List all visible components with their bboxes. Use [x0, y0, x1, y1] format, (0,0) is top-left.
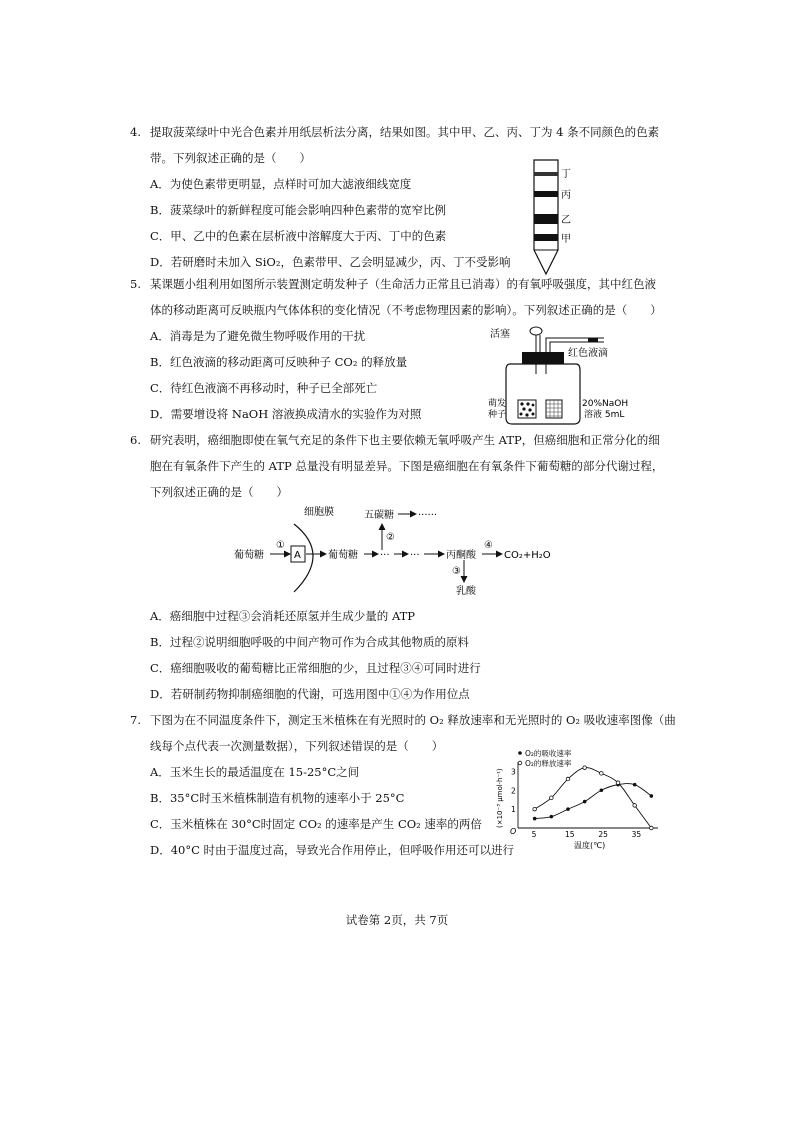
label-bing: 丙	[561, 190, 571, 201]
data-point-absorb	[583, 800, 587, 804]
seeds-label-2: 种子	[488, 410, 507, 420]
red-droplet	[588, 338, 598, 342]
question-stem-line: 下列叙述正确的是（ ）	[150, 485, 288, 499]
option-d: D．需要增设将 NaOH 溶液换成清水的实验作为对照	[150, 407, 422, 421]
option-a: A．癌细胞中过程③会消耗还原氢并生成少量的 ATP	[150, 609, 416, 623]
naoh-label-2: 溶液 5mL	[584, 410, 625, 420]
y-tick-label: 3	[511, 767, 516, 777]
membrane-label: 细胞膜	[304, 507, 334, 518]
option-b: B．35°C时玉米植株制造有机物的速率小于 25°C	[150, 791, 405, 805]
question-stem-line: 胞在有氧条件下产生的 ATP 总量没有明显差异。下图是癌细胞在有氧条件下葡萄糖的部分代谢过程，	[150, 459, 664, 473]
glucose-metabolism-diagram	[232, 502, 562, 600]
option-a: A．消毒是为了避免微生物呼吸作用的干扰	[150, 329, 366, 343]
data-point-release	[616, 781, 620, 785]
question-number: 7.	[130, 713, 141, 727]
legend-marker-release	[518, 761, 522, 765]
seeds-label-1: 萌发	[488, 399, 507, 409]
x-tick-label: 5	[531, 830, 537, 839]
data-point-release	[533, 807, 537, 811]
intermediate-dots-2: ···	[410, 550, 420, 561]
products-label: CO₂+H₂O	[504, 550, 551, 561]
data-point-release	[550, 796, 554, 800]
legend-release: O₂的释放速率	[525, 759, 572, 768]
data-point-release	[650, 826, 654, 830]
y-tick-label: 2	[511, 786, 516, 796]
intermediate-dots: ···	[380, 550, 390, 561]
y-tick-label: 1	[511, 805, 516, 815]
droplet-label: 红色液滴	[568, 348, 608, 359]
pyruvate-label: 丙酮酸	[446, 550, 476, 561]
option-c: C．甲、乙中的色素在层析液中溶解度大于丙、丁中的色素	[150, 229, 447, 243]
question-stem-line: 研究表明，癌细胞即使在氧气充足的条件下也主要依赖无氧呼吸产生 ATP，但癌细胞和正常分化的细	[150, 433, 660, 447]
question-number: 6.	[130, 433, 141, 447]
lactate-label: 乳酸	[456, 586, 476, 597]
data-point-release	[600, 772, 604, 776]
label-ding: 丁	[561, 169, 571, 180]
question-stem-line: 线每个点代表一次测量数据），下列叙述错误的是（ ）	[150, 739, 444, 753]
o2-rate-chart	[488, 748, 668, 850]
pentose-dots: ······	[418, 510, 438, 521]
option-b: B．红色液滴的移动距离可反映种子 CO₂ 的释放量	[150, 355, 408, 369]
question-stem-line: 带。下列叙述正确的是（ ）	[150, 151, 311, 165]
x-axis-label: 温度(℃)	[574, 841, 606, 850]
naoh-label-1: 20%NaOH	[582, 399, 629, 409]
chromatography-strip-figure	[520, 158, 590, 276]
question-stem-line: 某课题小组利用如图所示装置测定萌发种子（生命活力正常且已消毒）的有氧呼吸强度，其中红色液	[150, 277, 656, 291]
data-point-absorb	[550, 815, 554, 819]
option-d: D．若研制药物抑制癌细胞的代谢，可选用图中①④为作用位点	[150, 687, 470, 701]
option-c: C．癌细胞吸收的葡萄糖比正常细胞的少，且过程③④可同时进行	[150, 661, 481, 675]
option-d: D．40°C 时由于温度过高，导致光合作用停止，但呼吸作用还可以进行	[150, 843, 515, 857]
data-point-absorb	[650, 794, 654, 798]
data-point-release	[633, 804, 637, 808]
page-footer: 试卷第 2页，共 7页	[345, 913, 449, 927]
data-point-absorb	[600, 788, 604, 792]
carrier-label: A	[294, 550, 301, 561]
respiration-apparatus-figure	[488, 324, 638, 426]
label-yi: 乙	[561, 215, 571, 226]
question-number: 5.	[130, 277, 141, 291]
option-c: C．玉米植株在 30°C时固定 CO₂ 的速率是产生 CO₂ 速率的两倍	[150, 817, 482, 831]
band-ding	[534, 172, 558, 176]
glucose-outside: 葡萄糖	[234, 550, 264, 561]
option-d: D．若研磨时未加入 SiO₂，色素带甲、乙会明显减少，丙、丁不受影响	[150, 255, 511, 269]
question-stem-line: 提取菠菜绿叶中光合色素并用纸层析法分离，结果如图。其中甲、乙、丙、丁为 4 条不同颜色的色素	[150, 125, 660, 139]
series-line-absorb	[535, 784, 652, 819]
x-tick-label: 25	[598, 830, 608, 839]
data-point-release	[566, 777, 570, 781]
band-jia	[534, 234, 558, 241]
data-point-absorb	[566, 807, 570, 811]
question-number: 4.	[130, 125, 141, 139]
step-2: ②	[386, 532, 395, 543]
step-1: ①	[276, 540, 285, 551]
x-tick-label: 35	[631, 830, 642, 839]
data-point-release	[583, 766, 587, 770]
glucose-inside: 葡萄糖	[328, 550, 358, 561]
legend-absorb: O₂的吸收速率	[525, 749, 572, 758]
step-4: ④	[484, 540, 493, 551]
data-point-absorb	[533, 817, 537, 821]
option-c: C．待红色液滴不再移动时，种子已全部死亡	[150, 381, 378, 395]
option-a: A．玉米生长的最适温度在 15-25°C之间	[150, 765, 360, 779]
legend-marker-absorb	[518, 751, 522, 755]
question-stem-line: 下图为在不同温度条件下，测定玉米植株在有光照时的 O₂ 释放速率和无光照时的 O₂ 吸收速率图像（曲	[150, 713, 676, 727]
pentose-label: 五碳糖	[364, 510, 394, 521]
step-3: ③	[452, 566, 461, 577]
x-tick-label: 15	[565, 830, 575, 839]
label-jia: 甲	[561, 234, 571, 245]
y-axis-label: (×10⁻³ μmol·h⁻¹)	[496, 768, 504, 828]
chart-legend	[518, 748, 572, 768]
stopcock-label: 活塞	[490, 329, 510, 340]
option-b: B．菠菜绿叶的新鲜程度可能会影响四种色素带的宽窄比例	[150, 203, 446, 217]
option-a: A．为使色素带更明显，点样时可加大滤液细线宽度	[150, 177, 412, 191]
option-b: B．过程②说明细胞呼吸的中间产物可作为合成其他物质的原料	[150, 635, 469, 649]
band-yi	[534, 214, 558, 224]
data-point-absorb	[633, 783, 637, 787]
origin-label: O	[510, 827, 517, 836]
question-stem-line: 体的移动距离可反映瓶内气体体积的变化情况（不考虑物理因素的影响）。下列叙述正确的是（ ）	[150, 303, 662, 317]
band-bing	[534, 191, 558, 197]
